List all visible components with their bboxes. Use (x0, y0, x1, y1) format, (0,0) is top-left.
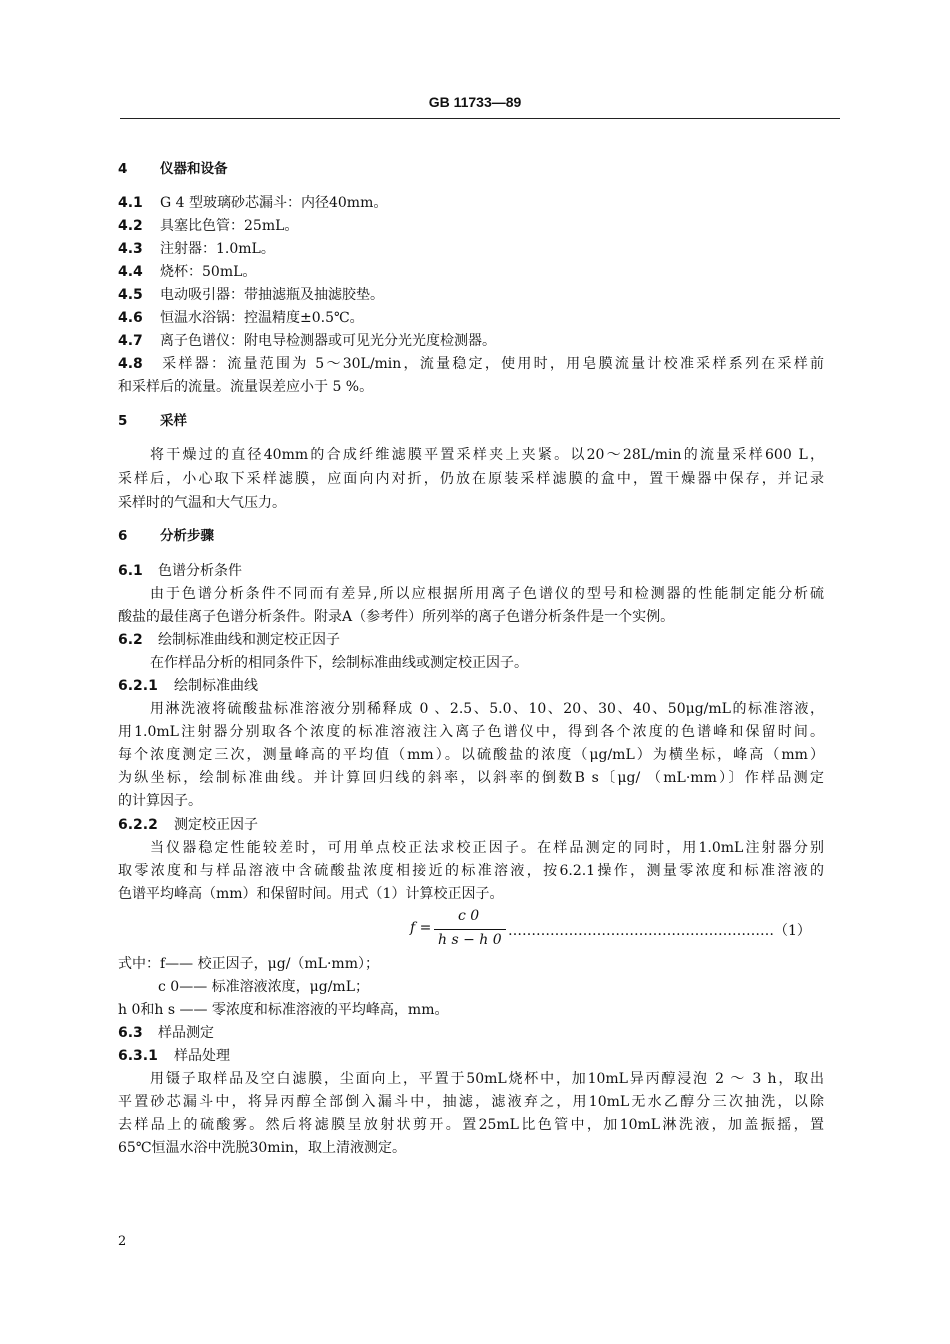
sec62-line-1: 在作样品分析的相同条件下，绘制标准曲线或测定校正因子。 (150, 655, 528, 671)
item-4-6: 4.6 恒温水浴锅：控温精度±0.5℃。 (118, 310, 364, 326)
formula-numerator: c 0 (458, 908, 480, 924)
sec622-line-3: 色谱平均峰高（mm）和保留时间。用式（1）计算校正因子。 (118, 886, 504, 902)
formula-1 (410, 908, 820, 952)
formula-denominator: h s − h 0 (438, 932, 502, 948)
page-number: 2 (118, 1234, 127, 1249)
where-line-1: 式中：f—— 校正因子，μg/（mL·mm）； (118, 956, 379, 972)
sec621-line-3: 每个浓度测定三次，测量峰高的平均值（mm）。以硫酸盐的浓度（μg/mL）为横坐标，峰高（mm） (118, 747, 824, 763)
heading-6-3: 6.3 样品测定 (118, 1025, 214, 1041)
fraction-bar (434, 929, 506, 930)
where-line-3: h 0和h s —— 零浓度和标准溶液的平均峰高，mm。 (118, 1002, 449, 1018)
sec5-line-2: 采样后，小心取下采样滤膜，应面向内对折，仍放在原装采样滤膜的盒中，置干燥器中保存，并记录 (118, 471, 824, 487)
sec621-line-2: 用1.0mL注射器分别取各个浓度的标准溶液注入离子色谱仪中，得到各个浓度的色谱峰和保留时间。 (118, 724, 824, 740)
formula-number: （1） (774, 923, 811, 939)
item-4-4: 4.4 烧杯：50mL。 (118, 264, 257, 280)
item-4-2: 4.2 具塞比色管：25mL。 (118, 218, 299, 234)
sec622-line-1: 当仪器稳定性能较差时，可用单点校正法求校正因子。在样品测定的同时，用1.0mL注射器分别 (150, 840, 824, 856)
formula-leader: …………………………………………………（1） (508, 923, 811, 939)
section-5-heading: 5 采样 (118, 413, 187, 429)
sec5-line-3: 采样时的气温和大气压力。 (118, 495, 286, 511)
sec631-line-3: 去样品上的硫酸雾。然后将滤膜呈放射状剪开。置25mL比色管中，加10mL淋洗液，加盖振摇，置 (118, 1117, 824, 1133)
heading-6-2-1: 6.2.1 绘制标准曲线 (118, 678, 258, 694)
formula-lhs: f = (410, 920, 432, 936)
item-4-7: 4.7 离子色谱仪：附电导检测器或可见光分光光度检测器。 (118, 333, 496, 349)
page-header: GB 11733—89 (428, 94, 522, 110)
item-4-8-continued: 和采样后的流量。流量误差应小于 5 %。 (118, 379, 374, 395)
item-4-5: 4.5 电动吸引器：带抽滤瓶及抽滤胶垫。 (118, 287, 384, 303)
heading-6-3-1: 6.3.1 样品处理 (118, 1048, 230, 1064)
section-6-heading: 6 分析步骤 (118, 528, 214, 544)
sec631-line-2: 平置砂芯漏斗中，将异丙醇全部倒入漏斗中，抽滤，滤液弃之，用10mL无水乙醇分三次抽洗，以除 (118, 1094, 824, 1110)
sec61-line-1: 由于色谱分析条件不同而有差异,所以应根据所用离子色谱仪的型号和检测器的性能制定能分析硫 (150, 586, 824, 602)
heading-6-2-2: 6.2.2 测定校正因子 (118, 817, 258, 833)
sec621-line-4: 为纵坐标，绘制标准曲线。并计算回归线的斜率，以斜率的倒数B s〔μg/ （mL·mm）〕作样品测定 (118, 770, 824, 786)
sec621-line-5: 的计算因子。 (118, 793, 202, 809)
sec622-line-2: 取零浓度和与样品溶液中含硫酸盐浓度相接近的标准溶液，按6.2.1操作，测量零浓度和标准溶液的 (118, 863, 824, 879)
where-line-2: c 0—— 标准溶液浓度，μg/mL； (158, 979, 369, 995)
section-4-heading: 4 仪器和设备 (118, 161, 228, 177)
sec5-line-1: 将干燥过的直径40mm的合成纤维滤膜平置采样夹上夹紧。以20～28L/min的流量采样600 L， (150, 447, 824, 463)
item-4-8: 4.8 采样器：流量范围为 5～30L/min，流量稳定，使用时，用皂膜流量计校准采样系列在采样前 (118, 356, 824, 372)
header-rule (120, 118, 840, 119)
item-4-1: 4.1 G 4 型玻璃砂芯漏斗：内径40mm。 (118, 195, 388, 211)
sec631-line-1: 用镊子取样品及空白滤膜，尘面向上，平置于50mL烧杯中，加10mL异丙醇浸泡 2 ～ 3 h，取出 (150, 1071, 824, 1087)
heading-6-2: 6.2 绘制标准曲线和测定校正因子 (118, 632, 340, 648)
sec631-line-4: 65℃恒温水浴中洗脱30min，取上清液测定。 (118, 1140, 407, 1156)
item-4-3: 4.3 注射器：1.0mL。 (118, 241, 275, 257)
heading-6-1: 6.1 色谱分析条件 (118, 563, 242, 579)
sec621-line-1: 用淋洗液将硫酸盐标准溶液分别稀释成 0 、2.5、5.0、10、20、30、40、50μg/mL的标准溶液， (150, 701, 824, 717)
sec61-line-2: 酸盐的最佳离子色谱分析条件。附录A（参考件）所列举的离子色谱分析条件是一个实例。 (118, 609, 675, 625)
